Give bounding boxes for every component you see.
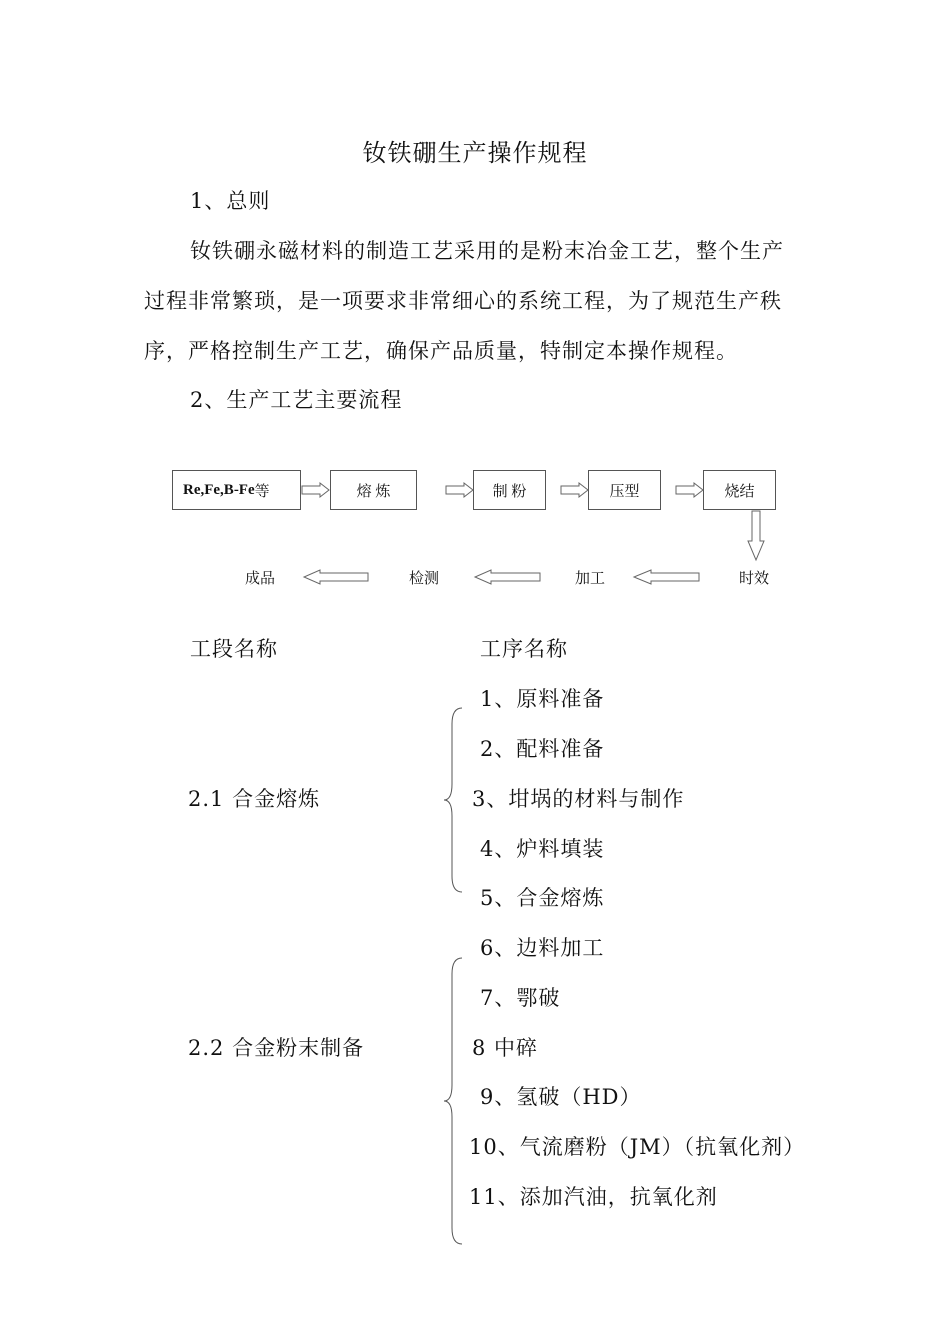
group-2-name: 2.2 合金粉末制备 bbox=[188, 1036, 365, 1060]
group-2-brace bbox=[440, 956, 466, 1246]
process-step: 9、氢破（HD） bbox=[480, 1085, 642, 1109]
process-step: 1、原料准备 bbox=[480, 687, 605, 711]
process-step: 7、鄂破 bbox=[480, 986, 561, 1010]
flow-label-aging: 时效 bbox=[739, 571, 770, 587]
paragraph-line-2: 过程非常繁琐，是一项要求非常细心的系统工程，为了规范生产秩 bbox=[144, 289, 782, 313]
flow-arrow-down bbox=[748, 511, 764, 560]
flow-box-milling: 制 粉 bbox=[473, 470, 546, 510]
paragraph-line-1: 钕铁硼永磁材料的制造工艺采用的是粉末冶金工艺，整个生产 bbox=[190, 239, 784, 263]
process-step: 8 中碎 bbox=[472, 1036, 539, 1060]
section-1-heading: 1、总则 bbox=[190, 189, 271, 213]
process-step: 6、边料加工 bbox=[480, 936, 605, 960]
flow-arrow-right-1 bbox=[302, 483, 329, 497]
process-step: 2、配料准备 bbox=[480, 737, 605, 761]
flow-box-smelting: 熔 炼 bbox=[330, 470, 417, 510]
flow-raw-bold: Re,Fe,B-Fe bbox=[183, 481, 255, 498]
section-2-heading: 2、生产工艺主要流程 bbox=[190, 388, 403, 412]
flow-arrow-right-4 bbox=[676, 483, 703, 497]
flow-arrow-right-2 bbox=[446, 483, 473, 497]
paragraph-line-3: 序，严格控制生产工艺，确保产品质量，特制定本操作规程。 bbox=[144, 339, 738, 363]
flow-arrow-left-1 bbox=[634, 570, 699, 584]
process-step: 11、添加汽油，抗氧化剂 bbox=[469, 1185, 718, 1209]
column-header-process: 工序名称 bbox=[480, 637, 568, 661]
process-step: 5、合金熔炼 bbox=[480, 886, 605, 910]
flow-box-pressing: 压型 bbox=[588, 470, 661, 510]
flow-label-inspection: 检测 bbox=[409, 571, 440, 587]
flow-box-sintering: 烧结 bbox=[703, 470, 776, 510]
group-1-name: 2.1 合金熔炼 bbox=[188, 787, 321, 811]
page-title: 钕铁硼生产操作规程 bbox=[362, 139, 588, 167]
process-step: 3、坩埚的材料与制作 bbox=[472, 787, 685, 811]
flow-raw-suffix: 等 bbox=[254, 483, 270, 500]
process-step: 10、气流磨粉（JM）（抗氧化剂） bbox=[469, 1135, 806, 1159]
flow-arrow-right-3 bbox=[561, 483, 588, 497]
flow-label-machining: 加工 bbox=[575, 571, 606, 587]
flow-label-finished-product: 成品 bbox=[245, 571, 276, 587]
group-1-brace bbox=[440, 706, 466, 894]
flow-arrow-left-3 bbox=[304, 570, 368, 584]
flow-arrow-left-2 bbox=[475, 570, 540, 584]
process-step: 4、炉料填装 bbox=[480, 837, 605, 861]
column-header-section: 工段名称 bbox=[190, 637, 278, 661]
